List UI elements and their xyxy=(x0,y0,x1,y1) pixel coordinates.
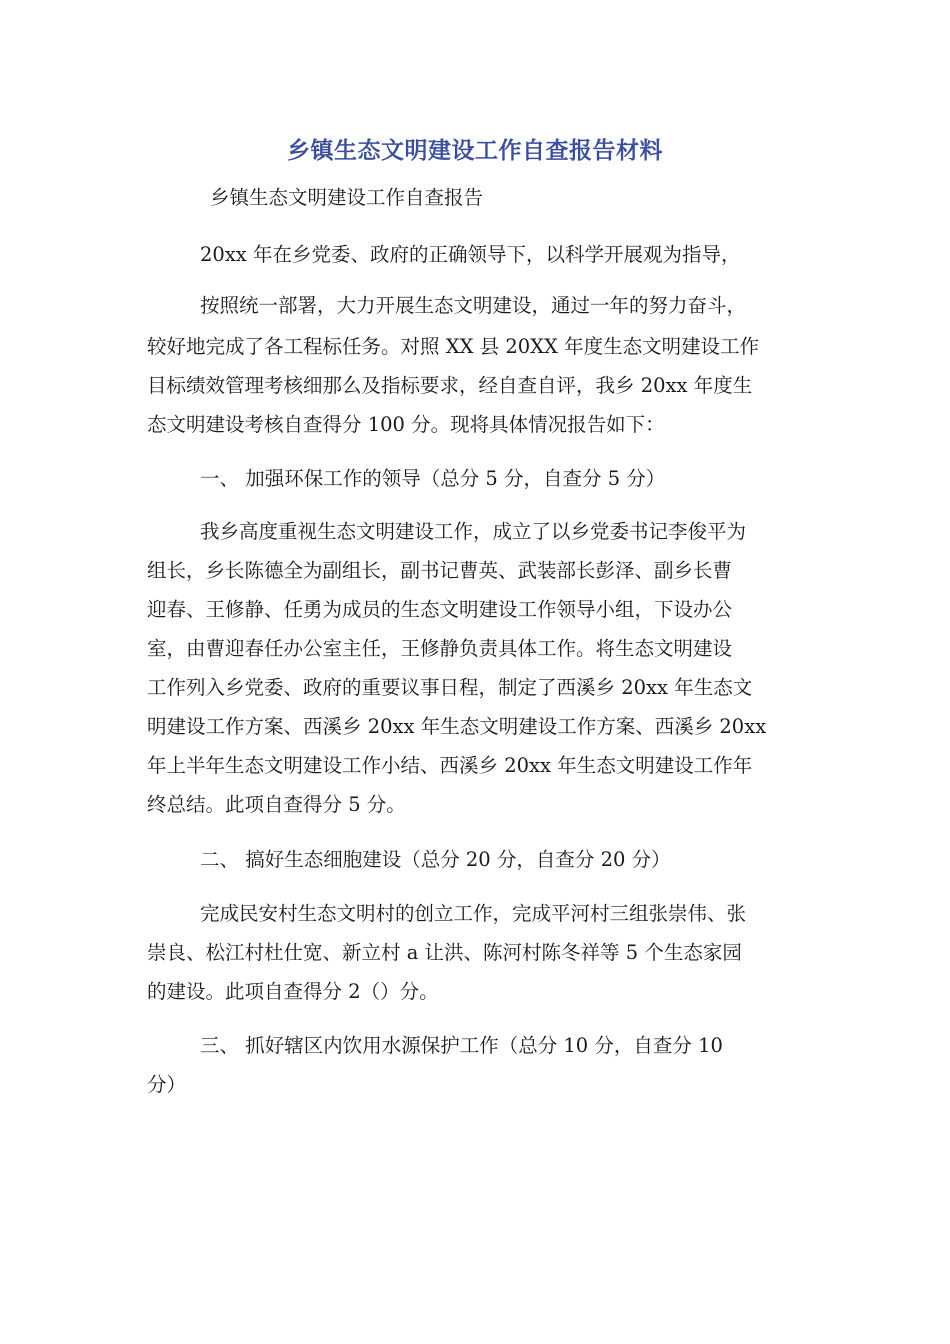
section1-body-line: 我乡高度重视生态文明建设工作，成立了以乡党委书记李俊平为 xyxy=(200,520,747,543)
section1-body-line: 迎春、王修静、任勇为成员的生态文明建设工作领导小组，下设办公 xyxy=(147,598,733,621)
section-heading-1: 一、 加强环保工作的领导（总分 5 分，自查分 5 分） xyxy=(200,467,666,490)
section-heading-3-cont: 分） xyxy=(147,1073,187,1096)
section1-body-line: 终总结。此项自查得分 5 分。 xyxy=(147,793,406,816)
document-title: 乡镇生态文明建设工作自查报告材料 xyxy=(287,138,663,164)
section-heading-2: 二、 搞好生态细胞建设（总分 20 分，自查分 20 分） xyxy=(200,848,671,871)
section1-body-line: 工作列入乡党委、政府的重要议事日程，制定了西溪乡 20xx 年生态文 xyxy=(147,676,753,699)
section2-body-line: 崇良、松江村杜仕宽、新立村 a 让洪、陈河村陈冬祥等 5 个生态家园 xyxy=(147,941,742,964)
section1-body-line: 年上半年生态文明建设工作小结、西溪乡 20xx 年生态文明建设工作年 xyxy=(147,754,753,777)
section2-body-line: 的建设。此项自查得分 2（）分。 xyxy=(147,980,439,1003)
intro-line: 按照统一部署，大力开展生态文明建设，通过一年的努力奋斗， xyxy=(200,294,747,317)
section1-body-line: 组长，乡长陈德全为副组长，副书记曹英、武装部长彭泽、副乡长曹 xyxy=(147,559,733,582)
intro-line: 20xx 年在乡党委、政府的正确领导下，以科学开展观为指导， xyxy=(200,243,741,266)
intro-line: 目标绩效管理考核细那么及指标要求，经自查自评，我乡 20xx 年度生 xyxy=(147,374,753,397)
section1-body-line: 室，由曹迎春任办公室主任，王修静负责具体工作。将生态文明建设 xyxy=(147,637,733,660)
document-subtitle: 乡镇生态文明建设工作自查报告 xyxy=(210,186,484,209)
intro-line: 态文明建设考核自查得分 100 分。现将具体情况报告如下： xyxy=(147,413,665,436)
section1-body-line: 明建设工作方案、西溪乡 20xx 年生态文明建设工作方案、西溪乡 20xx xyxy=(147,715,767,738)
section2-body-line: 完成民安村生态文明村的创立工作，完成平河村三组张崇伟、张 xyxy=(200,902,747,925)
intro-line: 较好地完成了各工程标任务。对照 XX 县 20XX 年度生态文明建设工作 xyxy=(147,335,760,358)
section-heading-3: 三、 抓好辖区内饮用水源保护工作（总分 10 分，自查分 10 xyxy=(200,1034,723,1057)
